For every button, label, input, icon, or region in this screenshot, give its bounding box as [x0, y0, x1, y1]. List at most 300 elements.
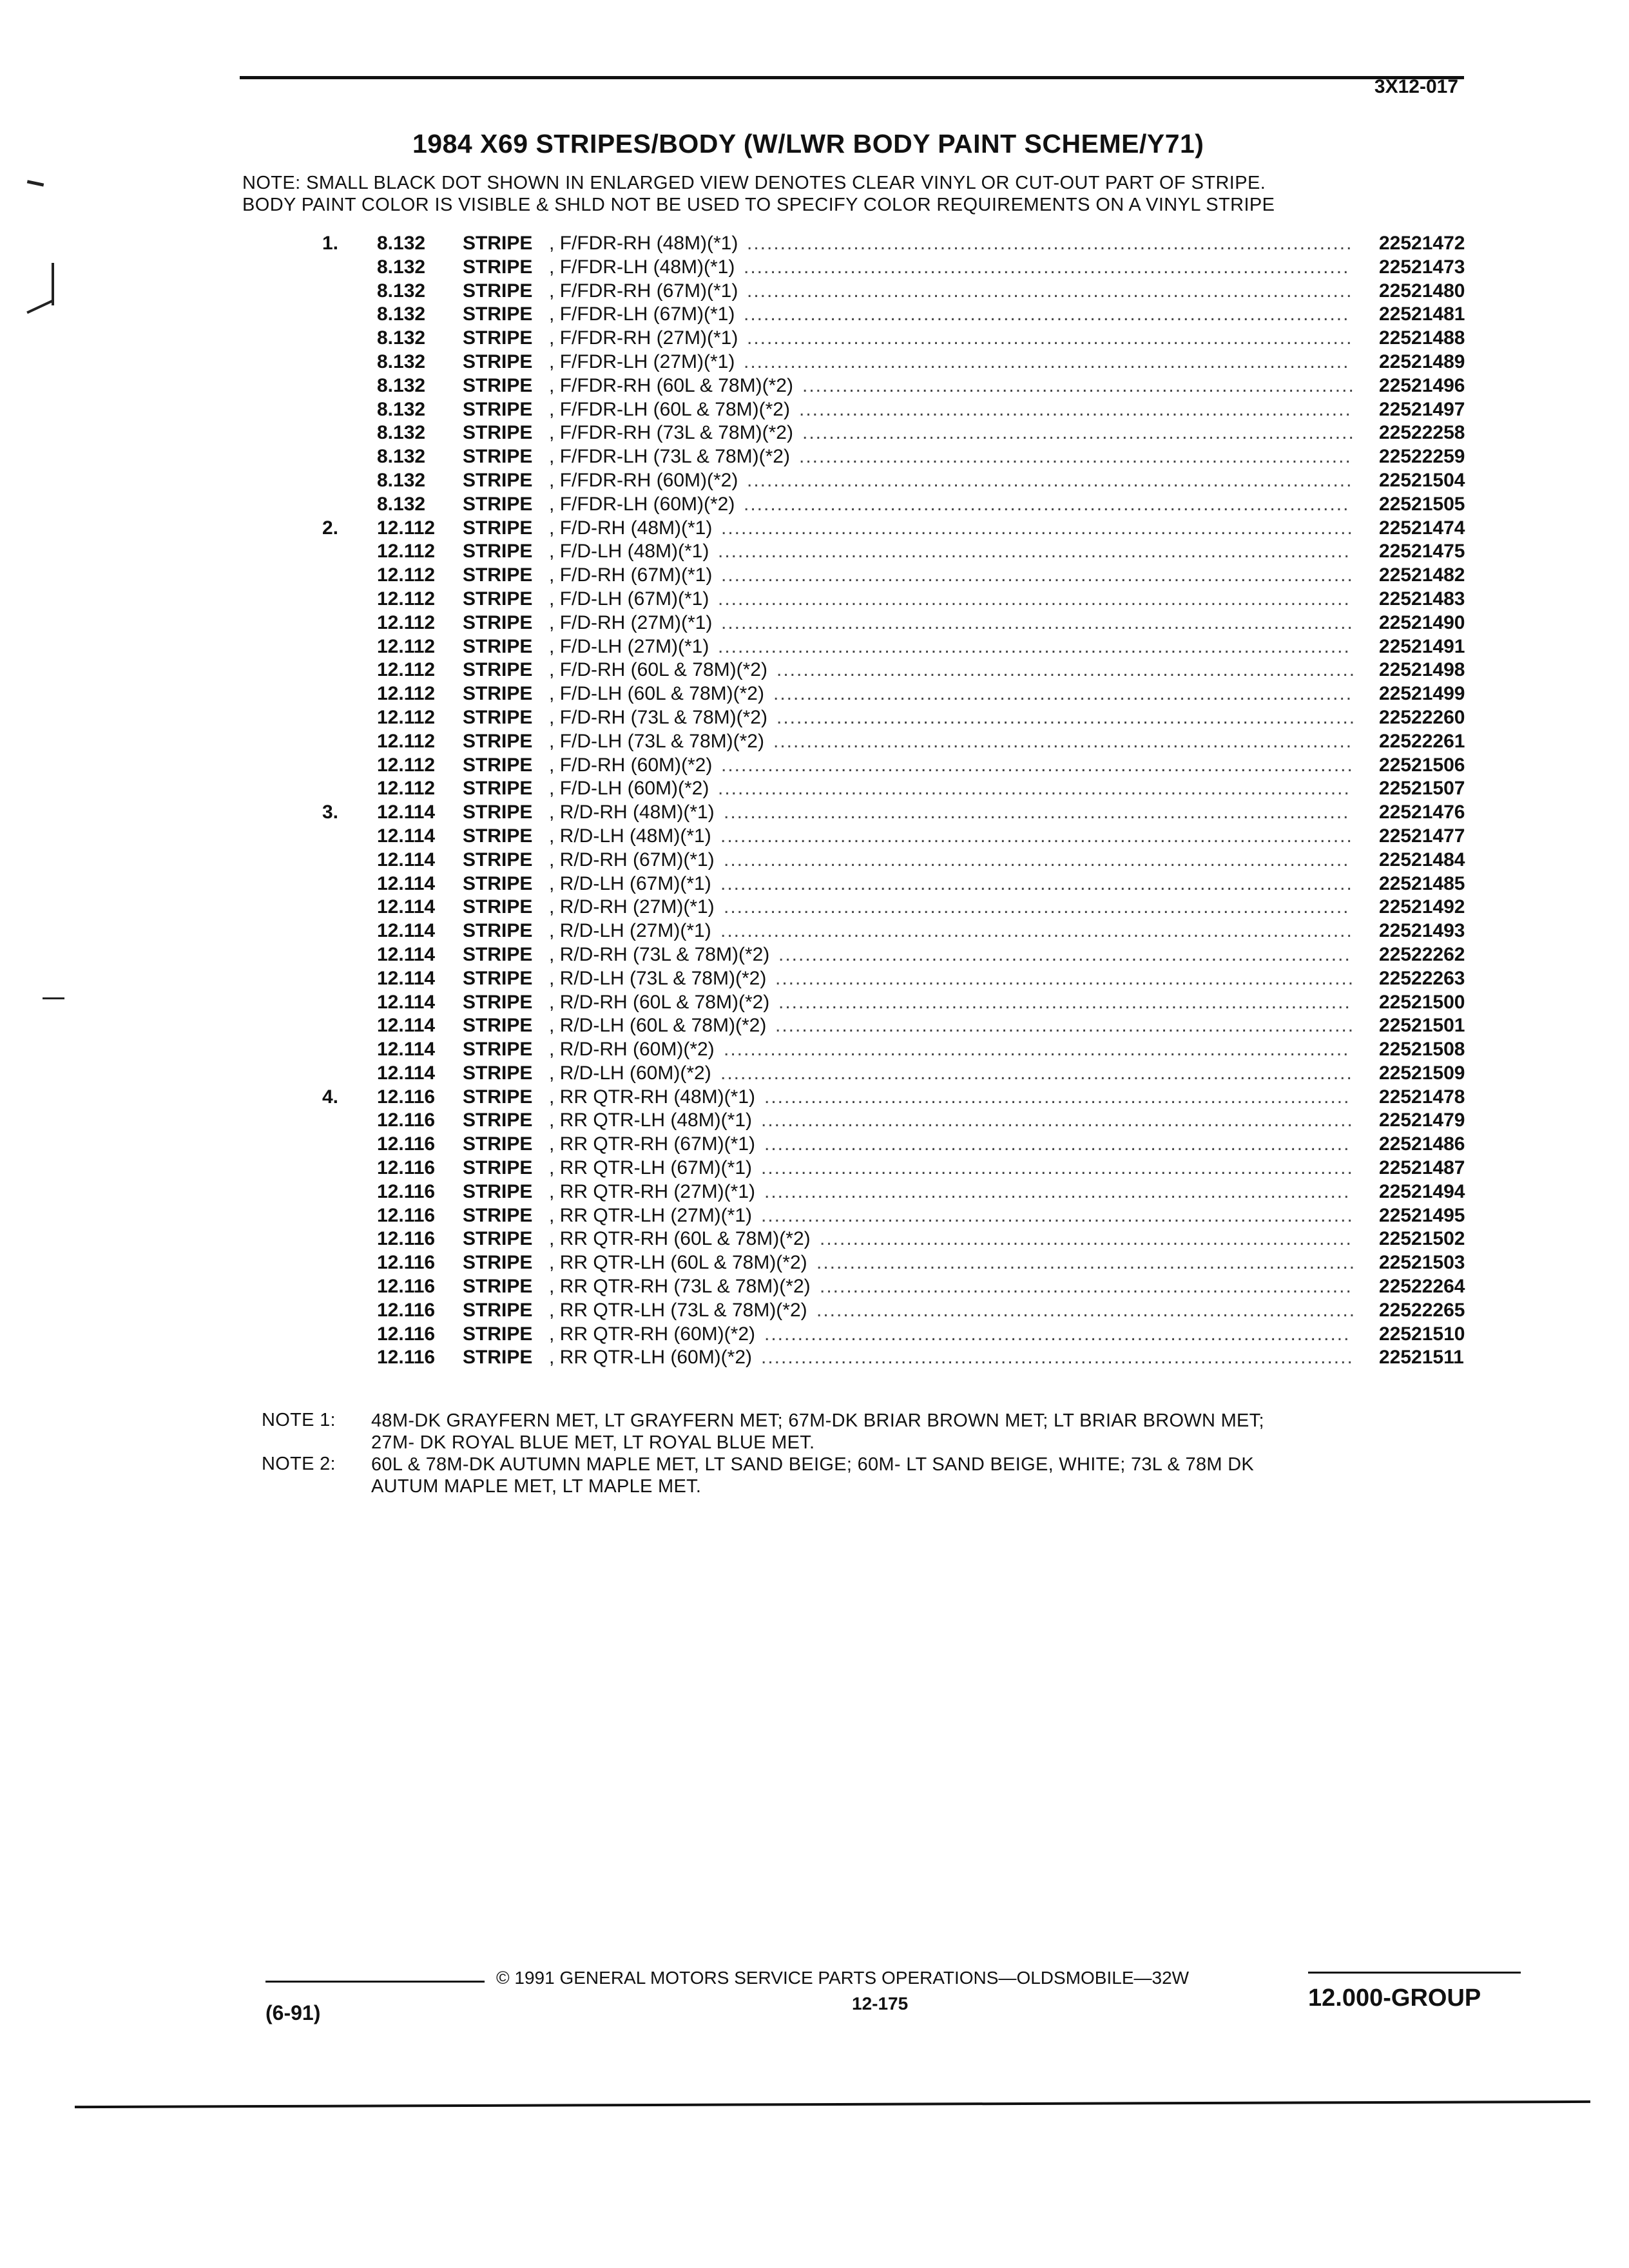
part-number: 22522258 [1379, 422, 1465, 444]
part-description: , R/D-LH (48M)(*1) [549, 825, 711, 847]
dot-leader: .............................................................................................. [724, 802, 1350, 823]
part-description: , F/FDR-RH (73L & 78M)(*2) [549, 422, 793, 444]
dot-leader: ............................................................................................... [720, 920, 1353, 942]
parts-row [0, 445, 1629, 469]
parts-row [0, 1323, 1629, 1347]
dot-leader: ........................................................................................... [744, 493, 1350, 515]
part-description: , R/D-RH (67M)(*1) [549, 849, 715, 870]
part-number: 22521472 [1379, 233, 1465, 254]
reference-number: 8.132 [377, 303, 426, 325]
parts-row [0, 919, 1629, 943]
part-description: , F/D-LH (67M)(*1) [549, 588, 709, 610]
part-name: STRIPE [463, 233, 533, 254]
part-number: 22521495 [1379, 1204, 1465, 1226]
item-number: 2. [322, 517, 339, 539]
part-description: , R/D-RH (73L & 78M)(*2) [549, 943, 770, 965]
part-description: , F/FDR-RH (48M)(*1) [549, 233, 738, 254]
margin-mark [27, 180, 44, 186]
part-number: 22521487 [1379, 1157, 1465, 1179]
dot-leader: ................................................................................... [802, 422, 1355, 444]
part-number: 22521492 [1379, 896, 1465, 918]
item-number: 1. [322, 233, 339, 254]
group-label: 12.000-GROUP [1308, 1984, 1481, 2012]
reference-number: 12.114 [377, 802, 436, 823]
part-name: STRIPE [463, 1086, 533, 1108]
parts-row [0, 374, 1629, 398]
part-number: 22521479 [1379, 1110, 1465, 1131]
dot-leader: ................................................................................... [799, 446, 1352, 468]
parts-row [0, 991, 1629, 1015]
dot-leader: ............................................................................................... [721, 517, 1354, 539]
dot-leader: ......................................................................................... [761, 1157, 1354, 1179]
reference-number: 8.132 [377, 256, 426, 278]
parts-row [0, 872, 1629, 896]
part-number: 22521484 [1379, 849, 1465, 870]
dot-leader: ........................................................................................... [744, 351, 1350, 372]
part-description: , F/D-RH (27M)(*1) [549, 611, 713, 633]
parts-row [0, 1180, 1629, 1204]
part-number: 22521478 [1379, 1086, 1465, 1108]
part-description: , F/D-RH (60M)(*2) [549, 754, 713, 776]
part-name: STRIPE [463, 1110, 533, 1131]
part-number: 22521497 [1379, 398, 1465, 420]
part-name: STRIPE [463, 327, 533, 349]
footer-rule-right [1308, 1972, 1521, 1974]
reference-number: 12.112 [377, 517, 436, 539]
part-name: STRIPE [463, 991, 533, 1013]
parts-list [0, 232, 1629, 1370]
reference-number: 8.132 [377, 398, 426, 420]
parts-row [0, 540, 1629, 564]
part-description: , F/FDR-RH (60L & 78M)(*2) [549, 374, 793, 396]
part-name: STRIPE [463, 849, 533, 870]
part-description: , RR QTR-RH (27M)(*1) [549, 1180, 755, 1202]
part-number: 22521504 [1379, 469, 1465, 491]
part-name: STRIPE [463, 1039, 533, 1061]
part-number: 22521511 [1379, 1347, 1464, 1369]
dot-leader: ................................................................................. [816, 1299, 1356, 1321]
part-number: 22521489 [1379, 351, 1465, 372]
reference-number: 12.116 [377, 1157, 436, 1179]
parts-row [0, 706, 1629, 730]
reference-number: 12.112 [377, 778, 436, 800]
parts-row [0, 517, 1629, 541]
dot-leader: ....................................................................................... [776, 659, 1356, 681]
bottom-rule [75, 2100, 1590, 2108]
parts-row [0, 280, 1629, 303]
part-number: 22521493 [1379, 920, 1465, 942]
part-number: 22521496 [1379, 374, 1465, 396]
part-name: STRIPE [463, 896, 533, 918]
part-number: 22521498 [1379, 659, 1465, 681]
part-description: , F/D-LH (60M)(*2) [549, 778, 709, 800]
dot-leader: ....................................................................................... [773, 730, 1353, 752]
reference-number: 12.116 [377, 1133, 436, 1155]
header-note-line-2: BODY PAINT COLOR IS VISIBLE & SHLD NOT BE USED TO SPECIFY COLOR REQUIREMENTS ON A VINYL STRIPE [242, 195, 1275, 215]
reference-number: 12.116 [377, 1252, 436, 1274]
part-number: 22521510 [1379, 1323, 1465, 1345]
parts-row [0, 1346, 1629, 1370]
reference-number: 12.114 [377, 825, 436, 847]
part-number: 22522263 [1379, 967, 1465, 989]
reference-number: 12.114 [377, 849, 436, 870]
part-name: STRIPE [463, 446, 533, 468]
reference-number: 8.132 [377, 374, 426, 396]
parts-row [0, 754, 1629, 778]
part-number: 22521481 [1379, 303, 1465, 325]
item-number: 3. [322, 802, 339, 823]
parts-row [0, 777, 1629, 801]
dot-leader: .............................................................................................. [724, 1039, 1350, 1061]
dot-leader: ............................................................................................... [718, 778, 1351, 800]
part-number: 22521482 [1379, 564, 1465, 586]
parts-row [0, 1014, 1629, 1038]
dot-leader: ........................................................................................... [747, 233, 1353, 254]
footer-rule-left [265, 1981, 485, 1983]
part-description: , R/D-LH (73L & 78M)(*2) [549, 967, 767, 989]
part-description: , F/FDR-RH (60M)(*2) [549, 469, 738, 491]
reference-number: 12.112 [377, 564, 436, 586]
dot-leader: ......................................................................................... [761, 1110, 1354, 1131]
parts-row [0, 1038, 1629, 1062]
reference-number: 8.132 [377, 351, 426, 372]
part-name: STRIPE [463, 683, 533, 705]
dot-leader: ...................................................................................... [778, 991, 1351, 1013]
reference-number: 12.112 [377, 611, 436, 633]
part-description: , F/FDR-LH (60M)(*2) [549, 493, 735, 515]
dot-leader: ....................................................................................... [775, 967, 1355, 989]
part-description: , F/D-RH (48M)(*1) [549, 517, 713, 539]
part-description: , F/D-RH (67M)(*1) [549, 564, 713, 586]
part-name: STRIPE [463, 730, 533, 752]
part-description: , RR QTR-RH (60L & 78M)(*2) [549, 1228, 811, 1250]
part-number: 22521507 [1379, 778, 1465, 800]
dot-leader: .............................................................................................. [724, 849, 1350, 870]
reference-number: 12.116 [377, 1180, 436, 1202]
part-number: 22521503 [1379, 1252, 1465, 1274]
part-name: STRIPE [463, 611, 533, 633]
reference-number: 12.112 [377, 659, 436, 681]
part-description: , R/D-RH (27M)(*1) [549, 896, 715, 918]
part-name: STRIPE [463, 303, 533, 325]
part-number: 22521505 [1379, 493, 1465, 515]
part-name: STRIPE [463, 1228, 533, 1250]
dot-leader: ........................................................................................... [744, 303, 1350, 325]
part-description: , F/FDR-LH (48M)(*1) [549, 256, 735, 278]
parts-row [0, 730, 1629, 754]
part-number: 22521474 [1379, 517, 1465, 539]
parts-row [0, 967, 1629, 991]
parts-row [0, 635, 1629, 659]
reference-number: 12.112 [377, 706, 436, 728]
part-number: 22522259 [1379, 446, 1465, 468]
dot-leader: ................................................................................... [802, 374, 1355, 396]
part-number: 22522264 [1379, 1276, 1465, 1298]
part-name: STRIPE [463, 374, 533, 396]
part-name: STRIPE [463, 588, 533, 610]
reference-number: 12.112 [377, 730, 436, 752]
parts-row [0, 611, 1629, 635]
dot-leader: ........................................................................................ [764, 1086, 1351, 1108]
parts-row [0, 256, 1629, 280]
part-name: STRIPE [463, 1157, 533, 1179]
part-name: STRIPE [463, 825, 533, 847]
part-name: STRIPE [463, 517, 533, 539]
dot-leader: ............................................................................................... [718, 541, 1351, 562]
part-name: STRIPE [463, 802, 533, 823]
reference-number: 12.116 [377, 1228, 436, 1250]
part-name: STRIPE [463, 943, 533, 965]
part-description: , F/D-LH (48M)(*1) [549, 541, 709, 562]
part-number: 22521499 [1379, 683, 1465, 705]
dot-leader: ........................................................................................... [747, 327, 1353, 349]
dot-leader: ................................................................................ [820, 1276, 1353, 1298]
part-description: , F/FDR-LH (67M)(*1) [549, 303, 735, 325]
part-name: STRIPE [463, 1347, 533, 1369]
reference-number: 12.116 [377, 1323, 436, 1345]
parts-row [0, 1157, 1629, 1180]
part-number: 22521485 [1379, 872, 1465, 894]
reference-number: 8.132 [377, 422, 426, 444]
parts-row [0, 682, 1629, 706]
part-description: , F/D-LH (60L & 78M)(*2) [549, 683, 764, 705]
part-name: STRIPE [463, 1062, 533, 1084]
reference-number: 12.112 [377, 541, 436, 562]
part-number: 22521509 [1379, 1062, 1465, 1084]
part-description: , RR QTR-LH (27M)(*1) [549, 1204, 753, 1226]
note-2-text: 60L & 78M-DK AUTUMN MAPLE MET, LT SAND BEIGE; 60M- LT SAND BEIGE, WHITE; 73L & 78M DK AUTUM MAPLE MET, LT MAPLE MET. [371, 1454, 1255, 1497]
part-number: 22522262 [1379, 943, 1465, 965]
part-name: STRIPE [463, 469, 533, 491]
reference-number: 12.116 [377, 1086, 436, 1108]
top-rule [240, 76, 1464, 79]
part-name: STRIPE [463, 1299, 533, 1321]
part-name: STRIPE [463, 920, 533, 942]
parts-row [0, 493, 1629, 517]
reference-number: 12.116 [377, 1276, 436, 1298]
part-description: , F/D-LH (27M)(*1) [549, 635, 709, 657]
part-description: , RR QTR-RH (60M)(*2) [549, 1323, 755, 1345]
part-description: , R/D-LH (67M)(*1) [549, 872, 711, 894]
dot-leader: ............................................................................................... [721, 611, 1354, 633]
part-name: STRIPE [463, 967, 533, 989]
part-name: STRIPE [463, 1133, 533, 1155]
parts-row [0, 327, 1629, 351]
part-description: , RR QTR-LH (48M)(*1) [549, 1110, 753, 1131]
parts-row [0, 232, 1629, 256]
parts-row [0, 1062, 1629, 1086]
part-name: STRIPE [463, 541, 533, 562]
part-number: 22521483 [1379, 588, 1465, 610]
parts-row [0, 1133, 1629, 1157]
dot-leader: ............................................................................................... [721, 754, 1354, 776]
part-description: , F/D-LH (73L & 78M)(*2) [549, 730, 764, 752]
part-name: STRIPE [463, 1323, 533, 1345]
part-name: STRIPE [463, 493, 533, 515]
part-description: , F/FDR-LH (27M)(*1) [549, 351, 735, 372]
part-name: STRIPE [463, 1252, 533, 1274]
reference-number: 8.132 [377, 493, 426, 515]
dot-leader: ............................................................................................... [720, 825, 1353, 847]
dot-leader: ............................................................................................... [721, 564, 1354, 586]
part-number: 22521491 [1379, 635, 1465, 657]
part-number: 22521476 [1379, 802, 1465, 823]
part-name: STRIPE [463, 659, 533, 681]
part-name: STRIPE [463, 256, 533, 278]
page-number: 12-175 [852, 1994, 909, 2013]
parts-row [0, 896, 1629, 919]
revision-date: (6-91) [265, 2001, 321, 2024]
parts-row [0, 1299, 1629, 1323]
page-title: 1984 X69 STRIPES/BODY (W/LWR BODY PAINT SCHEME/Y71) [412, 129, 1204, 159]
document-id: 3X12-017 [1374, 76, 1458, 97]
dot-leader: .............................................................................................. [724, 896, 1350, 918]
part-name: STRIPE [463, 564, 533, 586]
dot-leader: ................................................................................... [799, 398, 1352, 420]
dot-leader: ....................................................................................... [773, 683, 1353, 705]
part-name: STRIPE [463, 1015, 533, 1037]
part-description: , RR QTR-LH (60L & 78M)(*2) [549, 1252, 807, 1274]
part-number: 22521494 [1379, 1180, 1465, 1202]
reference-number: 12.114 [377, 1015, 436, 1037]
dot-leader: ........................................................................................... [744, 256, 1350, 278]
reference-number: 12.116 [377, 1299, 436, 1321]
parts-row [0, 801, 1629, 825]
reference-number: 12.114 [377, 872, 436, 894]
reference-number: 12.112 [377, 588, 436, 610]
part-description: , F/D-RH (73L & 78M)(*2) [549, 706, 767, 728]
dot-leader: ........................................................................................... [747, 469, 1353, 491]
part-number: 22521480 [1379, 280, 1465, 302]
part-name: STRIPE [463, 778, 533, 800]
part-name: STRIPE [463, 422, 533, 444]
parts-row [0, 825, 1629, 849]
parts-row [0, 564, 1629, 588]
part-name: STRIPE [463, 1276, 533, 1298]
dot-leader: ...................................................................................... [778, 943, 1351, 965]
part-name: STRIPE [463, 398, 533, 420]
part-number: 22521500 [1379, 991, 1465, 1013]
part-name: STRIPE [463, 754, 533, 776]
part-number: 22521490 [1379, 611, 1465, 633]
part-name: STRIPE [463, 351, 533, 372]
part-description: , R/D-LH (27M)(*1) [549, 920, 711, 942]
part-number: 22521508 [1379, 1039, 1465, 1061]
part-number: 22521475 [1379, 541, 1465, 562]
reference-number: 12.114 [377, 991, 436, 1013]
part-number: 22522260 [1379, 706, 1465, 728]
dot-leader: ............................................................................................... [720, 872, 1353, 894]
dot-leader: ......................................................................................... [761, 1204, 1354, 1226]
part-number: 22521502 [1379, 1228, 1465, 1250]
part-name: STRIPE [463, 1180, 533, 1202]
part-number: 22521501 [1379, 1015, 1465, 1037]
dot-leader: ............................................................................................... [718, 635, 1351, 657]
reference-number: 12.116 [377, 1204, 436, 1226]
part-description: , F/FDR-RH (27M)(*1) [549, 327, 738, 349]
note-1-text: 48M-DK GRAYFERN MET, LT GRAYFERN MET; 67M-DK BRIAR BROWN MET; LT BRIAR BROWN MET; 27M- DK ROYAL BLUE MET, LT ROYAL BLUE MET. [371, 1410, 1264, 1453]
part-description: , R/D-RH (60M)(*2) [549, 1039, 715, 1061]
part-description: , F/FDR-LH (73L & 78M)(*2) [549, 446, 790, 468]
header-note-line-1: NOTE: SMALL BLACK DOT SHOWN IN ENLARGED VIEW DENOTES CLEAR VINYL OR CUT-OUT PART OF STRIPE. [242, 173, 1266, 193]
dot-leader: ................................................................................. [816, 1252, 1356, 1274]
dot-leader: ....................................................................................... [776, 706, 1356, 728]
part-number: 22521488 [1379, 327, 1465, 349]
part-description: , RR QTR-LH (67M)(*1) [549, 1157, 753, 1179]
parts-row [0, 1204, 1629, 1228]
part-name: STRIPE [463, 635, 533, 657]
part-description: , R/D-RH (60L & 78M)(*2) [549, 991, 770, 1013]
dot-leader: ............................................................................................... [720, 1062, 1353, 1084]
parts-row [0, 1251, 1629, 1275]
dot-leader: ................................................................................ [820, 1228, 1353, 1250]
reference-number: 8.132 [377, 233, 426, 254]
parts-row [0, 658, 1629, 682]
reference-number: 12.112 [377, 754, 436, 776]
part-description: , RR QTR-LH (73L & 78M)(*2) [549, 1299, 807, 1321]
reference-number: 12.114 [377, 943, 436, 965]
note-1-label: NOTE 1: [262, 1410, 336, 1430]
part-name: STRIPE [463, 872, 533, 894]
reference-number: 8.132 [377, 280, 426, 302]
part-number: 22522265 [1379, 1299, 1465, 1321]
parts-row [0, 421, 1629, 445]
dot-leader: ........................................................................................... [747, 280, 1353, 302]
reference-number: 12.116 [377, 1110, 436, 1131]
dot-leader: ........................................................................................ [764, 1133, 1351, 1155]
parts-row [0, 1275, 1629, 1299]
parts-row [0, 469, 1629, 493]
reference-number: 8.132 [377, 446, 426, 468]
part-number: 22521473 [1379, 256, 1465, 278]
reference-number: 12.114 [377, 920, 436, 942]
reference-number: 12.114 [377, 896, 436, 918]
part-description: , R/D-LH (60M)(*2) [549, 1062, 711, 1084]
reference-number: 12.114 [377, 967, 436, 989]
part-name: STRIPE [463, 706, 533, 728]
part-description: , RR QTR-RH (67M)(*1) [549, 1133, 755, 1155]
parts-row [0, 351, 1629, 374]
item-number: 4. [322, 1086, 339, 1108]
dot-leader: ....................................................................................... [775, 1015, 1355, 1037]
part-description: , R/D-RH (48M)(*1) [549, 802, 715, 823]
parts-row [0, 943, 1629, 967]
reference-number: 12.116 [377, 1347, 436, 1369]
parts-row [0, 1086, 1629, 1110]
reference-number: 8.132 [377, 469, 426, 491]
part-description: , R/D-LH (60L & 78M)(*2) [549, 1015, 767, 1037]
part-description: , RR QTR-LH (60M)(*2) [549, 1347, 753, 1369]
part-number: 22522261 [1379, 730, 1465, 752]
part-description: , RR QTR-RH (48M)(*1) [549, 1086, 755, 1108]
parts-row [0, 398, 1629, 422]
part-description: , F/FDR-LH (60L & 78M)(*2) [549, 398, 790, 420]
parts-row [0, 588, 1629, 611]
reference-number: 12.114 [377, 1062, 436, 1084]
part-name: STRIPE [463, 1204, 533, 1226]
parts-row [0, 849, 1629, 872]
dot-leader: ............................................................................................... [718, 588, 1351, 610]
reference-number: 8.132 [377, 327, 426, 349]
part-name: STRIPE [463, 280, 533, 302]
note-2-label: NOTE 2: [262, 1454, 336, 1474]
reference-number: 12.114 [377, 1039, 436, 1061]
parts-row [0, 1227, 1629, 1251]
part-number: 22521477 [1379, 825, 1465, 847]
part-description: , F/D-RH (60L & 78M)(*2) [549, 659, 767, 681]
copyright-line: © 1991 GENERAL MOTORS SERVICE PARTS OPERATIONS—OLDSMOBILE—32W [496, 1968, 1190, 1988]
part-number: 22521506 [1379, 754, 1465, 776]
